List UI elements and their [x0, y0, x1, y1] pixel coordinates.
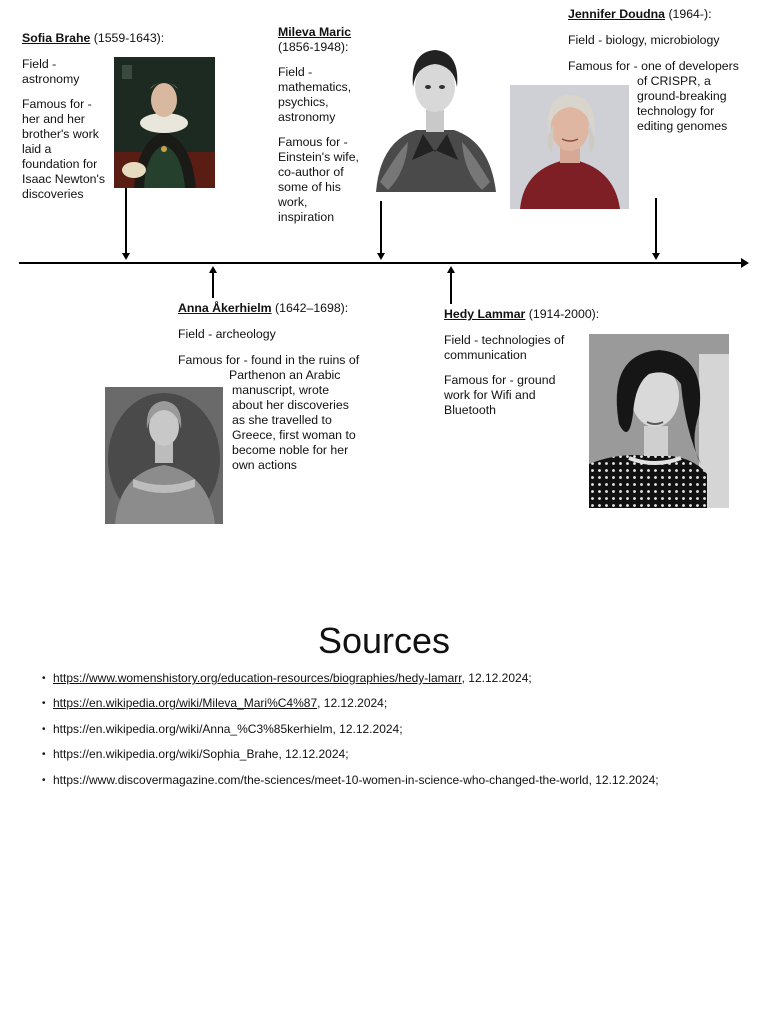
timeline-marker-jennifer-doudna — [655, 198, 657, 253]
person-famous: of CRISPR, a ground-breaking technology for editing genomes — [637, 74, 728, 133]
source-item — [42, 671, 762, 696]
sources-list — [42, 671, 762, 798]
portrait-anna-akerhielm — [105, 387, 223, 524]
person-name: Hedy Lammar — [444, 307, 526, 321]
person-famous: Famous for - ground work for Wifi and Bluetooth — [444, 373, 556, 417]
person-famous: Famous for - Einstein's wife, co-author of some of his work, inspiration — [278, 135, 359, 224]
timeline-axis — [19, 262, 741, 264]
timeline-arrowhead — [741, 258, 749, 268]
source-link[interactable]: https://en.wikipedia.org/wiki/Sophia_Brahe — [53, 747, 279, 762]
arrow-down-icon — [122, 253, 130, 260]
source-date: , 12.12.2024; — [461, 671, 532, 685]
person-years: (1914-2000): — [525, 307, 600, 321]
entry-sofia-brahe — [22, 31, 165, 202]
timeline-marker-anna-akerhielm — [212, 272, 214, 298]
person-years: (1642–1698): — [271, 301, 349, 315]
timeline-marker-hedy-lammar — [450, 272, 452, 304]
arrow-down-icon — [377, 253, 385, 260]
source-link[interactable]: https://www.discovermagazine.com/the-sciences/meet-10-women-in-science-who-changed-the-world — [53, 772, 589, 787]
person-famous-intro: Famous for - found in the ruins of — [178, 353, 360, 367]
person-name: Jennifer Doudna — [568, 7, 666, 21]
person-field: Field - mathematics, psychics, astronomy — [278, 65, 352, 124]
person-famous: Famous for - her and her brother's work laid a foundation for Isaac Newton's discoveries — [22, 97, 105, 201]
source-item — [42, 722, 762, 747]
person-years: (1559-1643): — [90, 31, 165, 45]
person-field: Field - archeology — [178, 327, 276, 341]
source-date: , 12.12.2024; — [588, 772, 659, 787]
timeline-marker-sofia-brahe — [125, 188, 127, 254]
source-item — [42, 747, 762, 772]
entry-mileva-maric — [278, 25, 364, 225]
person-field: Field - technologies of communication — [444, 333, 565, 362]
arrow-down-icon — [652, 253, 660, 260]
person-famous-intro: Famous for - one of developers — [568, 59, 739, 73]
source-item — [42, 773, 762, 798]
source-date: , 12.12.2024; — [317, 696, 388, 711]
person-field: Field - astronomy — [22, 57, 80, 86]
person-famous: manuscript, wrote about her discoveries as she travelled to Greece, first woman to become noble for her own actions — [232, 383, 356, 472]
person-famous-line2: Parthenon an Arabic — [229, 368, 341, 382]
source-link[interactable]: https://en.wikipedia.org/wiki/Mileva_Mari%C4%87 — [53, 696, 318, 711]
person-name: Mileva Maric — [278, 25, 352, 39]
portrait-sofia-brahe — [114, 57, 215, 188]
person-years: (1964-): — [665, 7, 712, 21]
entry-hedy-lammar — [444, 307, 600, 418]
source-date: , 12.12.2024; — [332, 721, 403, 736]
sources-title: Sources — [317, 620, 451, 661]
source-date: , 12.12.2024; — [278, 747, 349, 762]
source-link[interactable]: https://www.womenshistory.org/education-resources/biographies/hedy-lamarr — [53, 671, 462, 685]
person-field: Field - biology, microbiology — [568, 33, 720, 47]
timeline-marker-mileva-maric — [380, 201, 382, 253]
portrait-mileva-maric — [368, 42, 502, 192]
person-name: Sofia Brahe — [22, 31, 91, 45]
person-years: (1856-1948): — [278, 40, 349, 54]
source-link[interactable]: https://en.wikipedia.org/wiki/Anna_%C3%85kerhielm — [53, 721, 333, 736]
source-item — [42, 696, 762, 721]
portrait-hedy-lammar — [589, 334, 729, 508]
portrait-jennifer-doudna — [510, 85, 629, 209]
person-name: Anna Åkerhielm — [178, 301, 272, 315]
